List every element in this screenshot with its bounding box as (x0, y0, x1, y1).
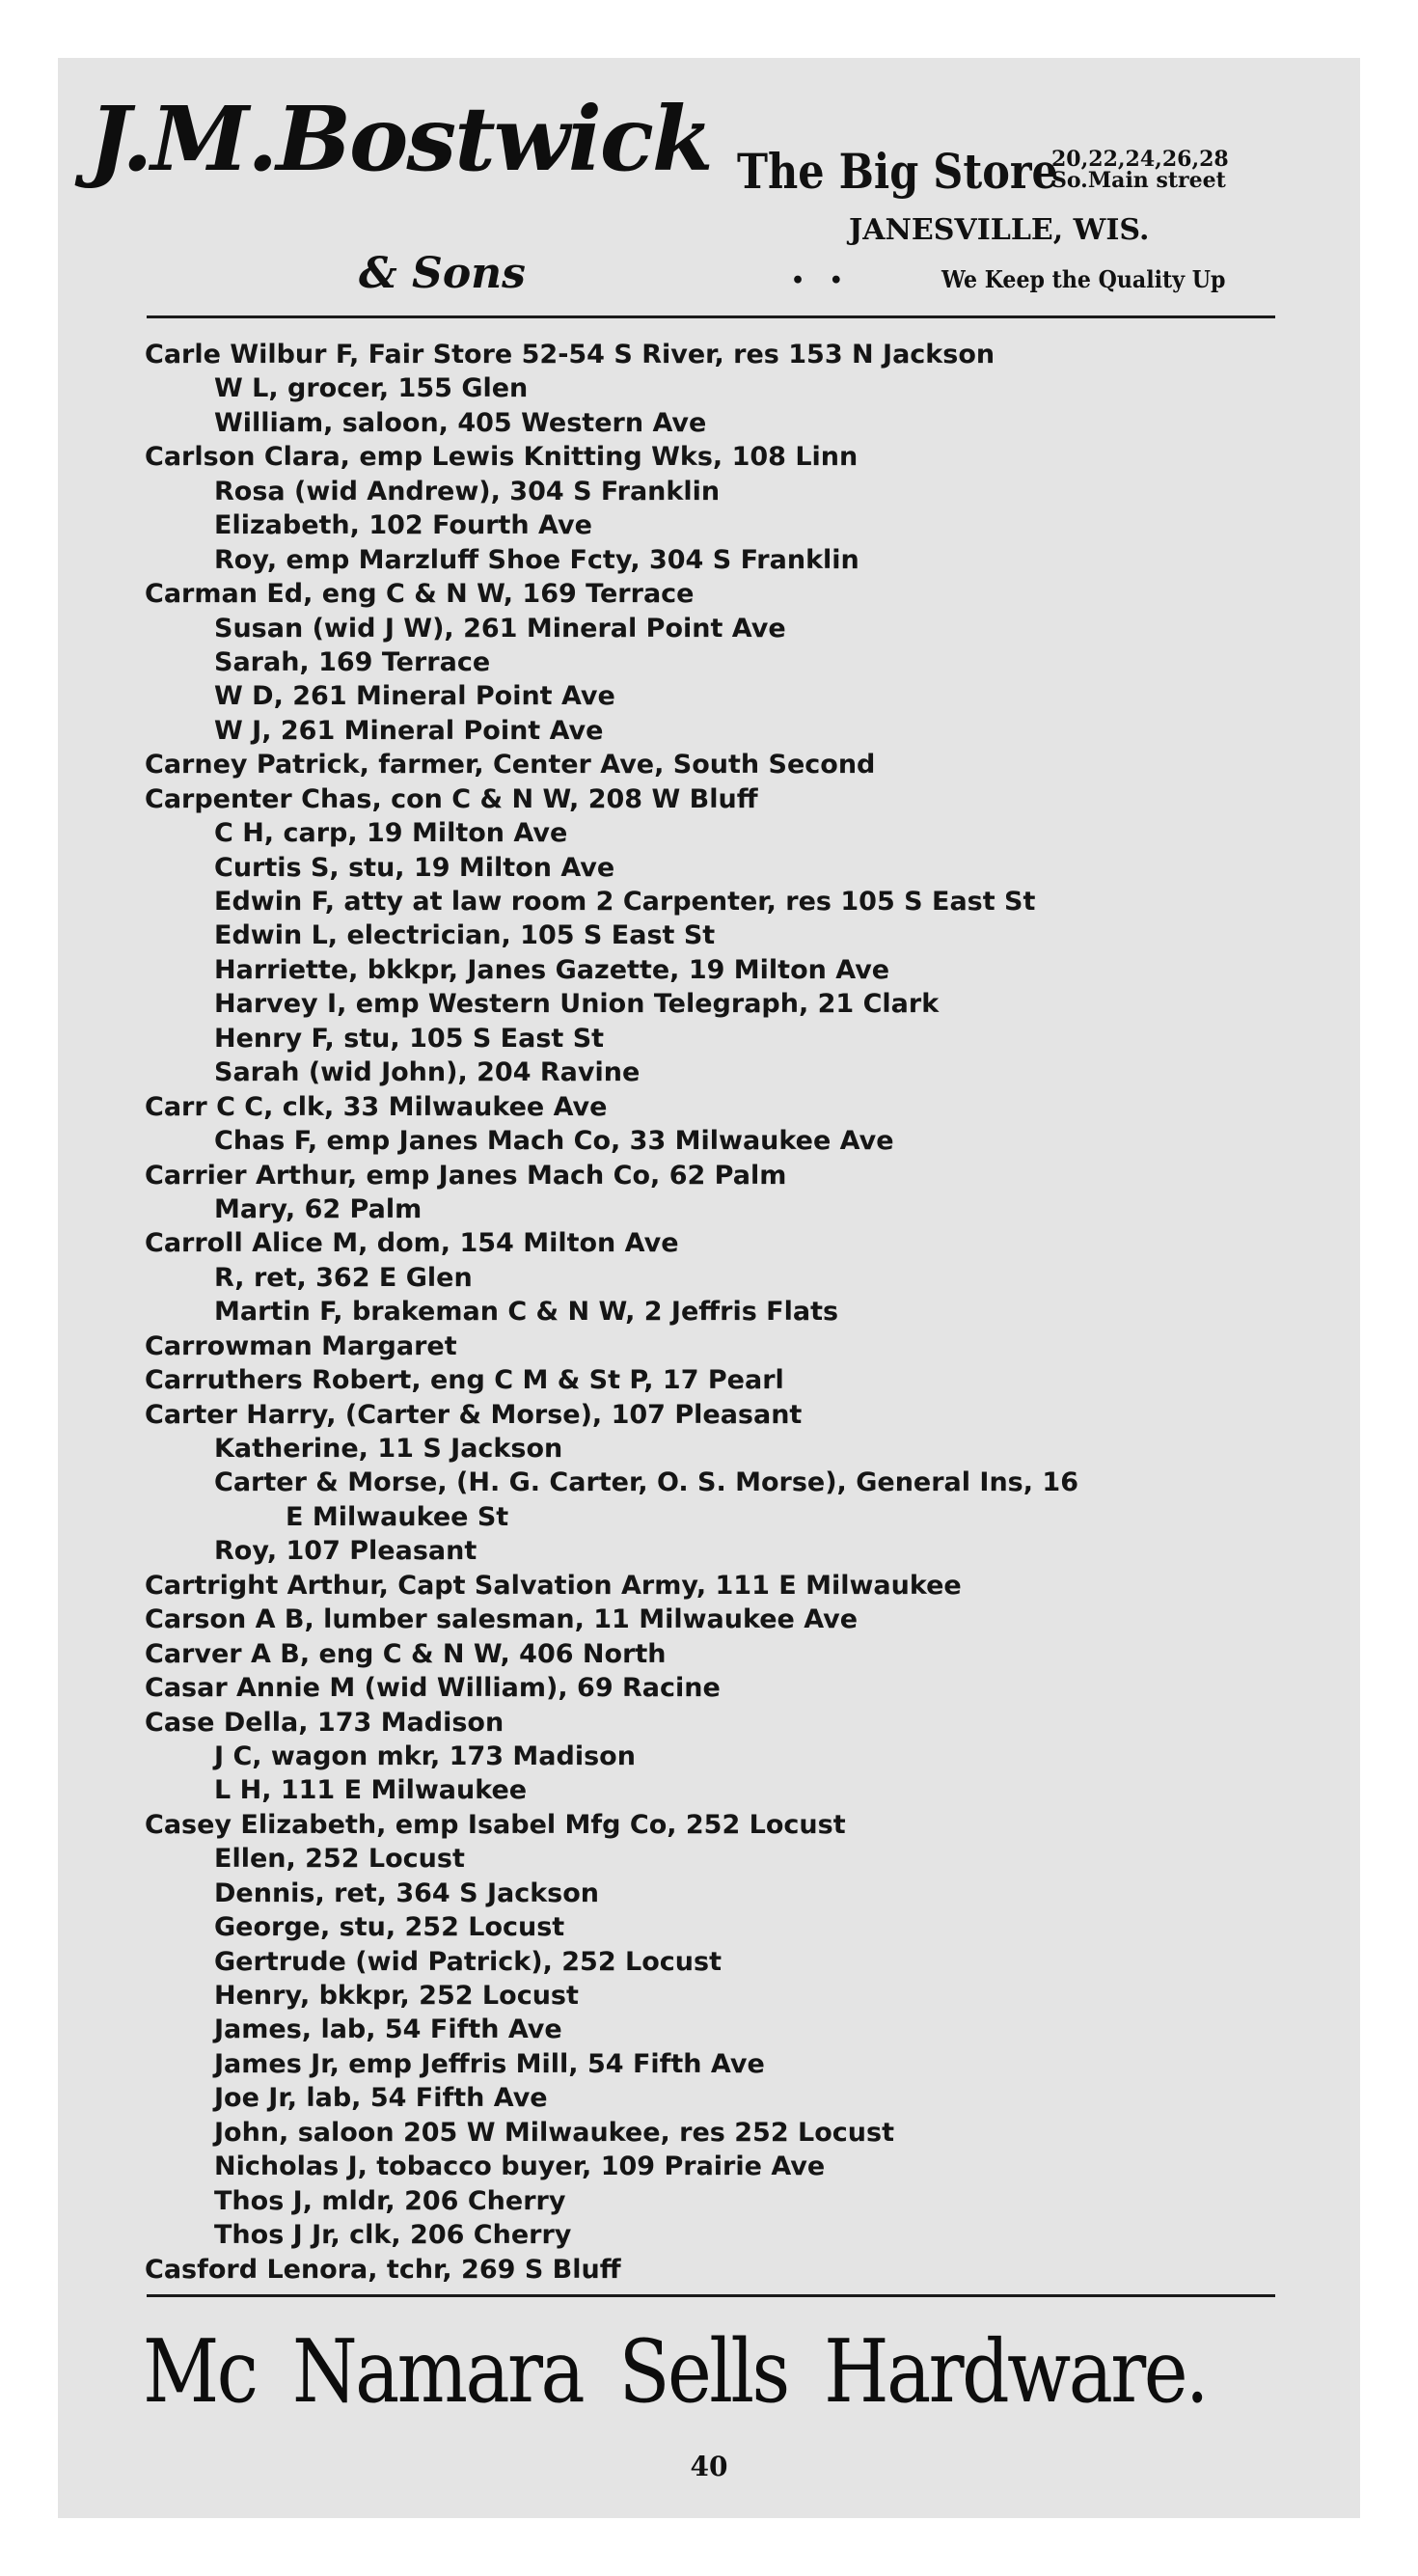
directory-entry: Carrier Arthur, emp Janes Mach Co, 62 Palm (145, 1160, 787, 1191)
directory-entry: Martin F, brakeman C & N W, 2 Jeffris Flats (214, 1297, 839, 1328)
directory-entry: Mary, 62 Palm (214, 1193, 423, 1224)
directory-entry: Chas F, emp Janes Mach Co, 33 Milwaukee Ave (214, 1126, 894, 1157)
directory-entry: Thos J, mldr, 206 Cherry (214, 2185, 566, 2216)
directory-entry: Dennis, ret, 364 S Jackson (214, 1877, 600, 1908)
directory-entry: L H, 111 E Milwaukee (214, 1775, 528, 1806)
store-tagline: We Keep the Quality Up (941, 265, 1226, 293)
directory-entry: Susan (wid J W), 261 Mineral Point Ave (214, 613, 786, 644)
directory-entry: Case Della, 173 Madison (145, 1707, 504, 1738)
directory-entry: Roy, 107 Pleasant (214, 1536, 477, 1567)
directory-entry: William, saloon, 405 Western Ave (214, 407, 707, 438)
directory-entry: Henry, bkkpr, 252 Locust (214, 1981, 579, 2011)
directory-entry: Curtis S, stu, 19 Milton Ave (214, 852, 615, 883)
ornament-bullets: • • (791, 268, 843, 293)
header-rule (147, 315, 1275, 318)
directory-entry: Harriette, bkkpr, Janes Gazette, 19 Milton Ave (214, 954, 890, 985)
page-number: 40 (690, 2451, 728, 2482)
directory-entry: Sarah (wid John), 204 Ravine (214, 1057, 641, 1088)
address-street: So.Main street (1051, 168, 1226, 193)
directory-entry: Casar Annie M (wid William), 69 Racine (145, 1673, 721, 1704)
directory-entry: Sarah, 169 Terrace (214, 646, 491, 677)
directory-entry: Gertrude (wid Patrick), 252 Locust (214, 1946, 722, 1977)
directory-entry: Carr C C, clk, 33 Milwaukee Ave (145, 1091, 608, 1122)
directory-entry: R, ret, 362 E Glen (214, 1262, 473, 1293)
directory-entry: Carver A B, eng C & N W, 406 North (145, 1638, 667, 1669)
directory-listing (145, 338, 1283, 2287)
directory-entry: Casey Elizabeth, emp Isabel Mfg Co, 252 Locust (145, 1809, 846, 1840)
directory-entry: Joe Jr, lab, 54 Fifth Ave (214, 2083, 548, 2114)
directory-entry: E Milwaukee St (286, 1501, 509, 1532)
directory-entry: Carpenter Chas, con C & N W, 208 W Bluff (145, 783, 758, 814)
directory-entry: Thos J Jr, clk, 206 Cherry (214, 2220, 572, 2251)
directory-entry: Carroll Alice M, dom, 154 Milton Ave (145, 1228, 679, 1259)
directory-entry: C H, carp, 19 Milton Ave (214, 818, 568, 849)
directory-entry: Harvey I, emp Western Union Telegraph, 21 Clark (214, 989, 940, 1020)
store-name: The Big Store (737, 143, 1058, 200)
directory-entry: Henry F, stu, 105 S East St (214, 1023, 605, 1054)
directory-entry: Edwin L, electrician, 105 S East St (214, 920, 716, 951)
directory-entry: John, saloon 205 W Milwaukee, res 252 Locust (214, 2117, 894, 2148)
directory-entry: W D, 261 Mineral Point Ave (214, 681, 615, 712)
footer-rule (147, 2294, 1275, 2297)
directory-entry: Nicholas J, tobacco buyer, 109 Prairie Ave (214, 2151, 826, 2182)
directory-entry: Rosa (wid Andrew), 304 S Franklin (214, 476, 721, 507)
directory-entry: W J, 261 Mineral Point Ave (214, 715, 604, 746)
address-numbers: 20,22,24,26,28 (1051, 147, 1229, 172)
directory-entry: Carle Wilbur F, Fair Store 52-54 S River, res 153 N Jackson (145, 340, 995, 370)
directory-entry: Carney Patrick, farmer, Center Ave, South Second (145, 750, 876, 781)
footer-advertisement: Mc Namara Sells Hardware. (143, 2321, 1207, 2423)
directory-entry: Carruthers Robert, eng C M & St P, 17 Pearl (145, 1365, 784, 1396)
directory-entry: Carlson Clara, emp Lewis Knitting Wks, 108 Linn (145, 442, 859, 473)
directory-entry: James, lab, 54 Fifth Ave (214, 2014, 562, 2045)
directory-entry: Carter Harry, (Carter & Morse), 107 Pleasant (145, 1399, 803, 1430)
directory-entry: Cartright Arthur, Capt Salvation Army, 111 E Milwaukee (145, 1570, 962, 1601)
directory-entry: Casford Lenora, tchr, 269 S Bluff (145, 2254, 621, 2285)
directory-entry: Roy, emp Marzluff Shoe Fcty, 304 S Franklin (214, 544, 859, 575)
directory-entry: Carson A B, lumber salesman, 11 Milwaukee Ave (145, 1604, 859, 1635)
store-city: JANESVILLE, WIS. (849, 213, 1150, 247)
directory-entry: Edwin F, atty at law room 2 Carpenter, res 105 S East St (214, 887, 1036, 917)
directory-entry: James Jr, emp Jeffris Mill, 54 Fifth Ave (214, 2048, 765, 2079)
directory-entry: Carman Ed, eng C & N W, 169 Terrace (145, 579, 695, 610)
directory-entry: Katherine, 11 S Jackson (214, 1434, 563, 1464)
directory-entry: Elizabeth, 102 Fourth Ave (214, 510, 592, 541)
directory-entry: Carrowman Margaret (145, 1330, 457, 1361)
directory-entry: Carter & Morse, (H. G. Carter, O. S. Morse), General Ins, 16 (214, 1467, 1078, 1498)
directory-entry: Ellen, 252 Locust (214, 1844, 465, 1875)
directory-entry: J C, wagon mkr, 173 Madison (214, 1740, 636, 1771)
bostwick-logo: J.M.Bostwick (89, 87, 712, 191)
directory-entry: W L, grocer, 155 Glen (214, 373, 529, 404)
bostwick-sons: & Sons (359, 249, 526, 298)
directory-entry: George, stu, 252 Locust (214, 1912, 565, 1943)
store-address (1051, 149, 1273, 191)
